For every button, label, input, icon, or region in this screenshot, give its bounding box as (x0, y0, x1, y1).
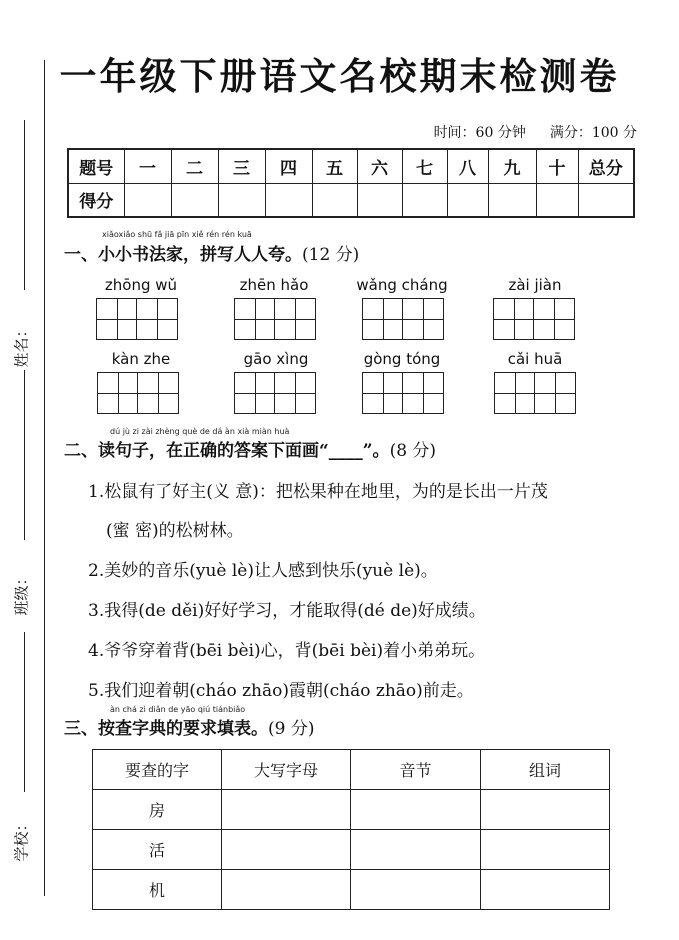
question-1-line-2: (蜜 密)的松树林。 (106, 521, 244, 541)
writing-grid[interactable] (362, 298, 444, 340)
question-5: 5.我们迎着朝(cháo zhāo)霞朝(cháo zhāo)前走。 (88, 681, 474, 701)
dictionary-header-cell: 大写字母 (222, 750, 351, 790)
exam-meta (434, 122, 637, 142)
score-cell[interactable] (265, 183, 312, 217)
section2-title (64, 436, 436, 461)
answer-cell[interactable] (351, 870, 481, 910)
lookup-char: 机 (93, 870, 222, 910)
lookup-char: 房 (93, 790, 222, 830)
score-header-cell: 六 (357, 149, 402, 183)
score-header-cell: 九 (488, 149, 536, 183)
school-label: 学校： (12, 816, 31, 862)
writing-grid[interactable] (362, 372, 444, 414)
score-table (67, 148, 635, 218)
school-blank[interactable] (24, 632, 25, 792)
question-2: 2.美妙的音乐(yuè lè)让人感到快乐(yuè lè)。 (88, 561, 438, 581)
dictionary-header-cell: 音节 (351, 750, 481, 790)
time-limit: 时间：60 分钟 (433, 125, 526, 141)
name-label: 姓名： (12, 322, 31, 368)
score-cell[interactable] (402, 183, 447, 217)
score-header-cell: 七 (402, 149, 447, 183)
answer-cell[interactable] (481, 870, 610, 910)
score-cell[interactable] (488, 183, 536, 217)
score-cell[interactable] (536, 183, 578, 217)
answer-cell[interactable] (222, 790, 351, 830)
score-header-cell: 十 (536, 149, 578, 183)
pinyin-word: zhōng wǔ (104, 276, 178, 294)
lookup-char: 活 (93, 830, 222, 870)
pinyin-word: kàn zhe (111, 350, 171, 368)
section1-heading: 一、小小书法家，拼写人人夸。 (64, 245, 302, 265)
score-cell[interactable] (312, 183, 357, 217)
score-header-cell: 一 (124, 149, 171, 183)
score-header-cell: 四 (265, 149, 312, 183)
score-cell[interactable] (578, 183, 634, 217)
score-cell[interactable] (124, 183, 171, 217)
dictionary-header-cell: 要查的字 (93, 750, 222, 790)
dictionary-table (92, 749, 610, 910)
section3-title (64, 714, 314, 739)
writing-grid[interactable] (494, 372, 576, 414)
name-blank[interactable] (24, 120, 25, 290)
section1-pinyin: xiǎoxiǎo shū fǎ jiā pīn xiě rén rén kuā (102, 230, 252, 239)
score-cell[interactable] (218, 183, 265, 217)
score-cell[interactable] (357, 183, 402, 217)
binding-line (44, 60, 45, 896)
pinyin-word: zhēn hǎo (239, 276, 309, 294)
class-blank[interactable] (24, 370, 25, 540)
score-header-cell: 题号 (68, 149, 124, 183)
class-label: 班级： (12, 570, 31, 616)
pinyin-word: wǎng cháng (356, 276, 448, 294)
dictionary-header-row (93, 750, 610, 790)
score-header-cell: 五 (312, 149, 357, 183)
answer-cell[interactable] (481, 830, 610, 870)
full-score: 满分：100 分 (549, 125, 637, 141)
score-header-cell: 八 (447, 149, 488, 183)
answer-cell[interactable] (351, 830, 481, 870)
pinyin-word: zài jiàn (508, 276, 562, 294)
answer-cell[interactable] (222, 830, 351, 870)
score-row-label: 得分 (68, 183, 124, 217)
dictionary-row (93, 830, 610, 870)
pinyin-word: cǎi huā (507, 350, 563, 368)
writing-grid[interactable] (96, 298, 178, 340)
writing-grid[interactable] (234, 298, 316, 340)
question-1-line-1: 1.松鼠有了好主(义 意)：把松果种在地里，为的是长出一片茂 (88, 482, 548, 502)
score-cell[interactable] (171, 183, 218, 217)
section3-points: (9 分) (268, 719, 315, 739)
dictionary-header-cell: 组词 (481, 750, 610, 790)
dictionary-row (93, 870, 610, 910)
section2-heading: 二、读句子，在正确的答案下面画“____”。 (64, 441, 390, 461)
score-header-cell: 二 (171, 149, 218, 183)
answer-cell[interactable] (222, 870, 351, 910)
dictionary-row (93, 790, 610, 830)
writing-grid[interactable] (234, 372, 316, 414)
section1-title (64, 240, 359, 265)
pinyin-word: gāo xìng (243, 350, 309, 368)
score-header-cell: 总分 (578, 149, 634, 183)
score-cell[interactable] (447, 183, 488, 217)
writing-grid[interactable] (493, 298, 575, 340)
question-4: 4.爷爷穿着背(bēi bèi)心，背(bēi bèi)着小弟弟玩。 (88, 641, 486, 661)
score-table-header-row (68, 149, 634, 183)
score-table-score-row (68, 183, 634, 217)
section1-points: (12 分) (302, 245, 360, 265)
writing-grid[interactable] (97, 372, 179, 414)
section3-heading: 三、按查字典的要求填表。 (64, 719, 268, 739)
answer-cell[interactable] (481, 790, 610, 830)
score-header-cell: 三 (218, 149, 265, 183)
section2-pinyin: dú jù zi zài zhèng què de dá àn xià miàn huà (110, 427, 290, 436)
section3-pinyin: àn chá zì diǎn de yāo qiú tiánbiǎo (110, 705, 246, 714)
pinyin-word: gòng tóng (363, 350, 441, 368)
answer-cell[interactable] (351, 790, 481, 830)
page-title: 一年级下册语文名校期末检测卷 (59, 55, 620, 98)
section2-points: (8 分) (389, 441, 437, 461)
question-3: 3.我得(de děi)好好学习，才能取得(dé de)好成绩。 (88, 601, 486, 621)
